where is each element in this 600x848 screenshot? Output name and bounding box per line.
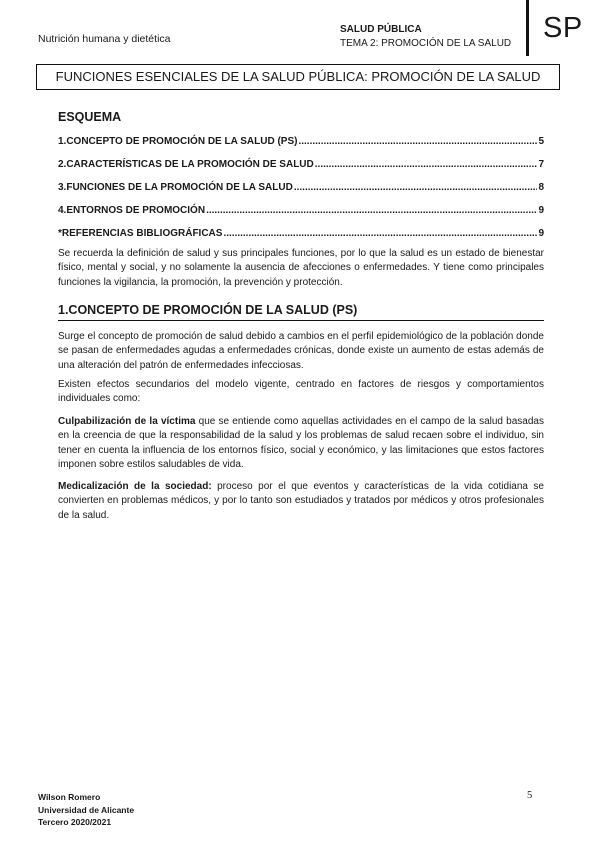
table-of-contents <box>58 136 544 251</box>
toc-item-label: 2.CARACTERÍSTICAS DE LA PROMOCIÓN DE SALUD <box>58 159 314 170</box>
header-divider <box>526 0 529 56</box>
toc-leader-dots <box>298 136 537 147</box>
definition-text: proceso por el que eventos y características de la vida cotidiana se convierten en problemas médicos, y por lo tanto son estudiados y tratados por médicos y otros profesionales de la salud. <box>58 481 544 521</box>
toc-item-page: 9 <box>538 228 544 239</box>
page-footer <box>38 791 134 829</box>
esquema-heading: ESQUEMA <box>58 110 122 124</box>
section-paragraph: Existen efectos secundarios del modelo vigente, centrado en factores de riesgos y comportamientos individuales como: <box>58 379 544 405</box>
toc-leader-dots <box>223 228 537 239</box>
definition-paragraph <box>58 415 544 472</box>
section-paragraph: Surge el concepto de promoción de salud debido a cambios en el perfil epidemiológico de la población donde se pasan de enfermedades agudas a enfermedades crónicas, donde existe un aumento de estas además de una alteración del patrón de enfermedades infecciosas. <box>58 331 544 371</box>
footer-university: Universidad de Alicante <box>38 804 135 815</box>
toc-item[interactable] <box>58 205 544 228</box>
toc-item-label: 3.FUNCIONES DE LA PROMOCIÓN DE LA SALUD <box>58 182 293 193</box>
definition-text: que se entiende como aquellas actividades en el campo de la salud basadas en la creencia de que la responsabilidad de la salud y los problemas de salud recaen sobre el individuo, sin tener en cuenta la influencia de los entornos físico, social y económico, y las limitaciones que estos factores imponen sobre estilos saludables de vida. <box>58 416 544 470</box>
toc-item[interactable] <box>58 136 544 159</box>
header-subject-code: SP <box>543 12 583 44</box>
definition-term: Culpabilización de la víctima <box>58 416 196 427</box>
section-heading: 1.CONCEPTO DE PROMOCIÓN DE LA SALUD (PS) <box>58 303 544 321</box>
definition-term: Medicalización de la sociedad: <box>58 481 212 492</box>
toc-item-label: 4.ENTORNOS DE PROMOCIÓN <box>58 205 206 216</box>
header-course-name: Nutrición humana y dietética <box>38 33 171 45</box>
header-topic: TEMA 2: PROMOCIÓN DE LA SALUD <box>340 38 512 49</box>
page-number: 5 <box>527 790 533 801</box>
header-subject: SALUD PÚBLICA <box>340 24 422 35</box>
header-subject-block <box>340 23 511 51</box>
toc-item-label: *REFERENCIAS BIBLIOGRÁFICAS <box>58 228 223 239</box>
toc-item-page: 9 <box>538 205 544 216</box>
toc-item-page: 8 <box>538 182 544 193</box>
document-title: FUNCIONES ESENCIALES DE LA SALUD PÚBLICA: PROMOCIÓN DE LA SALUD <box>36 64 560 90</box>
footer-course: Tercero 2020/2021 <box>38 817 112 827</box>
toc-item[interactable] <box>58 159 544 182</box>
definition-paragraph <box>58 480 544 523</box>
toc-item-label: 1.CONCEPTO DE PROMOCIÓN DE LA SALUD (PS) <box>58 136 298 147</box>
toc-leader-dots <box>294 182 538 193</box>
toc-leader-dots <box>315 159 538 170</box>
page-header <box>0 0 600 60</box>
toc-item[interactable] <box>58 182 544 205</box>
footer-author: Wilson Romero <box>38 792 101 802</box>
intro-paragraph: Se recuerda la definición de salud y sus principales funciones, por lo que la salud es un estado de bienestar físico, mental y social, y no solamente la ausencia de afecciones o enfermedades. Y tiene como principales funciones la vigilancia, la promoción, la prevención y protección. <box>58 248 544 288</box>
toc-item-page: 7 <box>538 159 544 170</box>
toc-leader-dots <box>206 205 537 216</box>
toc-item-page: 5 <box>538 136 544 147</box>
